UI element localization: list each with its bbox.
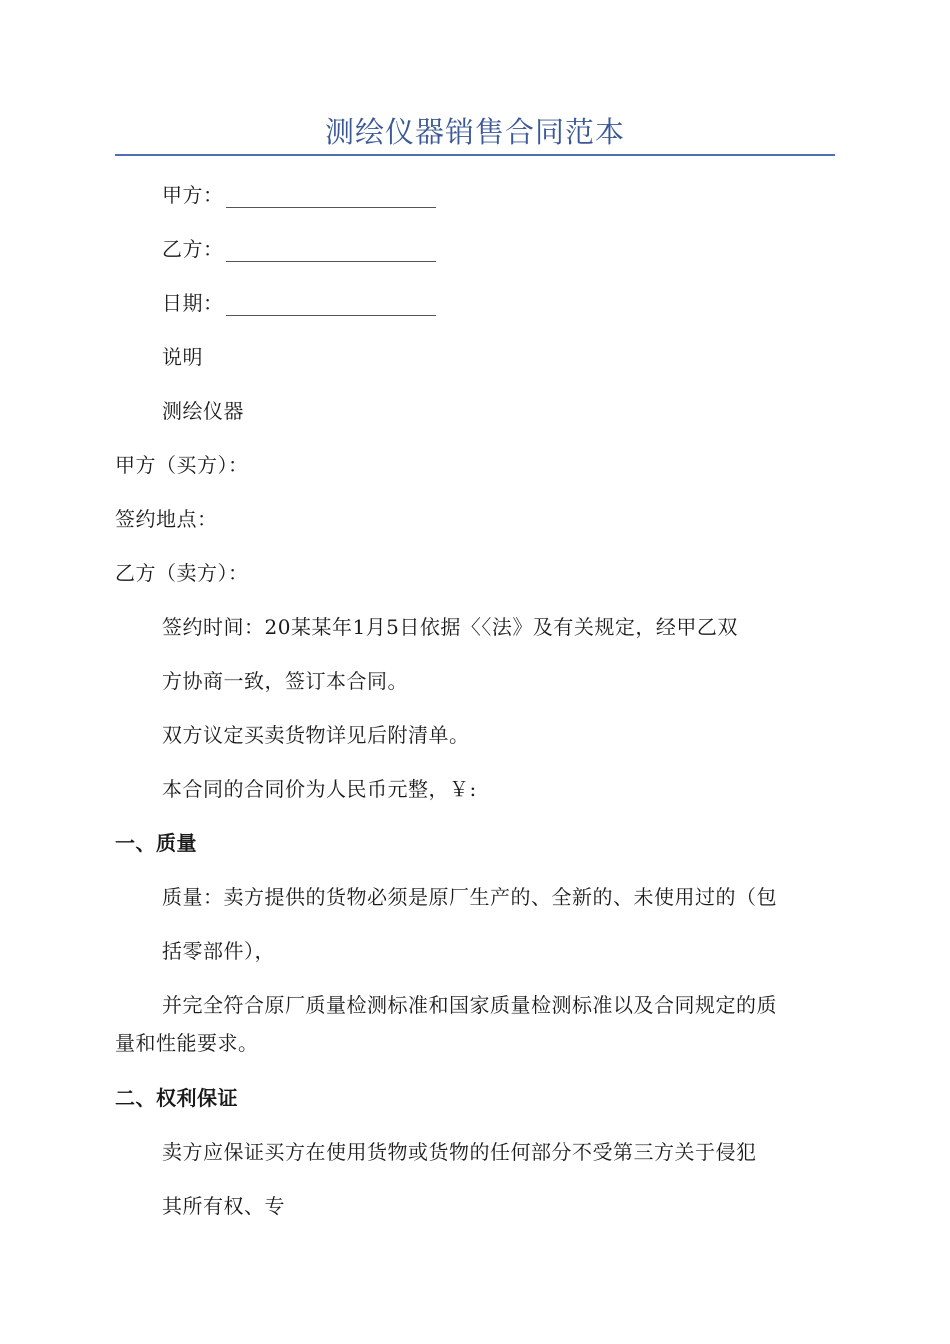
party-a-blank [226,187,436,208]
quality-p1-line1: 质量：卖方提供的货物必须是原厂生产的、全新的、未使用过的（包 [162,885,777,909]
document-title: 测绘仪器销售合同范本 [324,115,625,149]
party-b-label: 乙方： [162,237,224,261]
quality-p1-line2: 括零部件）， [162,939,275,963]
rights-p1-line2: 其所有权、专 [162,1194,285,1218]
subject-line: 测绘仪器 [162,399,244,423]
sign-time-line-2: 方协商一致，签订本合同。 [162,669,408,693]
party-b-field [162,236,436,262]
date-blank [226,295,436,316]
title-underline [115,154,835,156]
date-field [162,290,436,316]
sign-place-line: 签约地点： [115,507,218,531]
quality-p2-line2: 量和性能要求。 [115,1031,259,1055]
price-line: 本合同的合同价为人民币元整，￥: [162,777,477,801]
party-a-field [162,182,436,208]
party-a-label: 甲方： [162,183,224,207]
sign-time-line-1: 签约时间：20某某年1月5日依据〈〈法》及有关规定，经甲乙双 [162,615,738,639]
date-label: 日期： [162,291,224,315]
goods-line: 双方议定买卖货物详见后附清单。 [162,723,470,747]
rights-p1-line1: 卖方应保证买方在使用货物或货物的任何部分不受第三方关于侵犯 [162,1140,757,1164]
party-b-blank [226,241,436,262]
quality-p2-line1: 并完全符合原厂质量检测标准和国家质量检测标准以及合同规定的质 [162,993,777,1017]
note-line: 说明 [162,345,203,369]
seller-line: 乙方（卖方）： [115,561,249,585]
section-quality-heading: 一、质量 [115,831,197,855]
section-rights-heading: 二、权利保证 [115,1086,238,1110]
buyer-line: 甲方（买方）： [115,453,249,477]
